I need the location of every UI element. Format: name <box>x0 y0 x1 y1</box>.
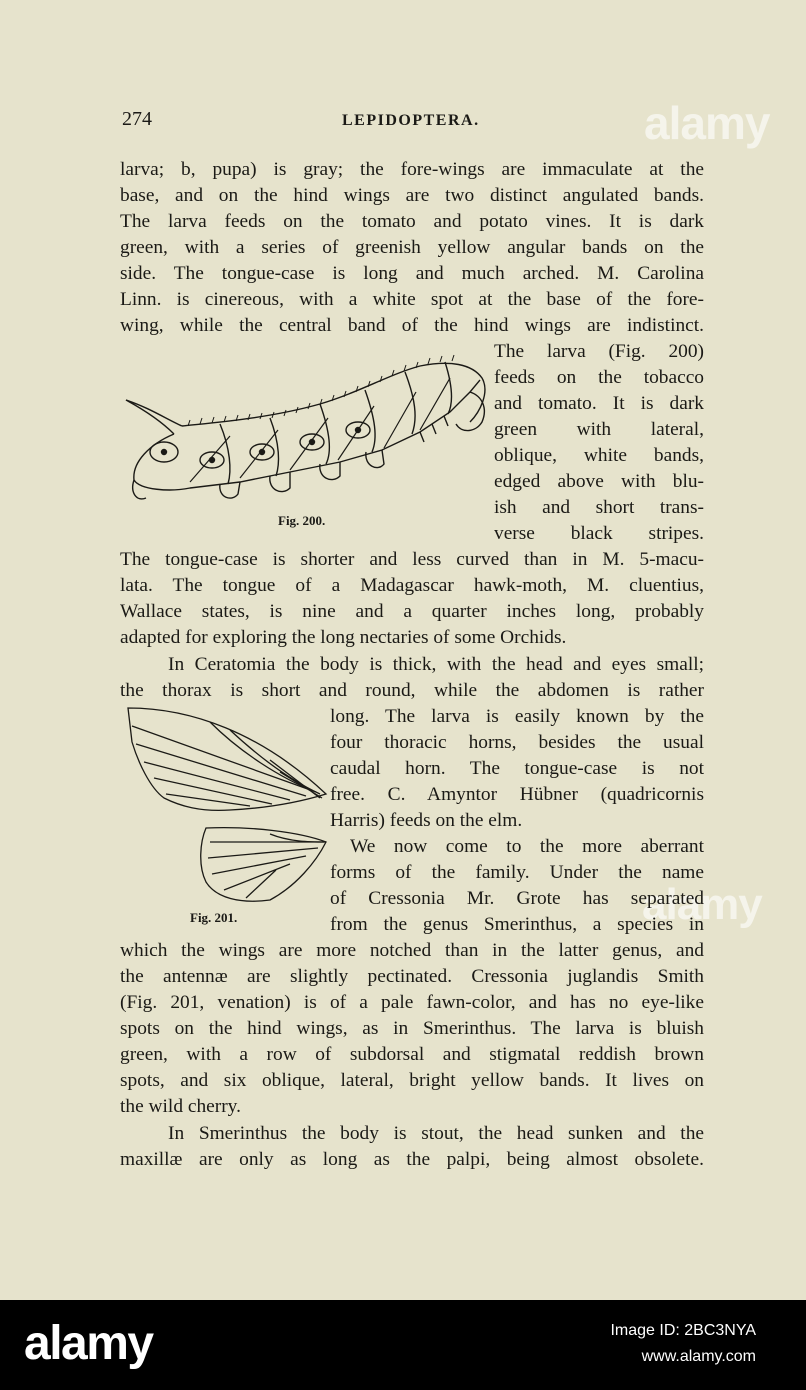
text-line: edged above with blu- <box>494 471 704 492</box>
text-line: (Fig. 201, venation) is of a pale fawn-color, and has no eye-like <box>120 992 704 1013</box>
text-line: Harris) feeds on the elm. <box>330 810 523 831</box>
text-line: spots, and six oblique, lateral, bright yellow bands. It lives on <box>120 1070 704 1091</box>
text-line: of Cressonia Mr. Grote has separated <box>330 888 704 909</box>
text-line: four thoracic horns, besides the usual <box>330 732 704 753</box>
alamy-logo: alamy <box>24 1317 153 1370</box>
text-line: green with lateral, <box>494 419 704 440</box>
watermark-logo: alamy <box>642 880 762 929</box>
text-line: the thorax is short and round, while the abdomen is rather <box>120 680 704 701</box>
text-line: The tongue-case is shorter and less curved than in M. 5-macu- <box>120 549 704 570</box>
text-line: green, with a row of subdorsal and stigmatal reddish brown <box>120 1044 704 1065</box>
running-head: LEPIDOPTERA. <box>342 112 480 129</box>
page-number: 274 <box>122 108 152 130</box>
text-line: We now come to the more aberrant <box>350 836 704 857</box>
text-line: long. The larva is easily known by the <box>330 706 704 727</box>
text-line: The larva feeds on the tomato and potato vines. It is dark <box>120 211 704 232</box>
text-line: In Ceratomia the body is thick, with the head and eyes small; <box>168 654 704 675</box>
site-url-label: www.alamy.com <box>641 1348 756 1365</box>
wing-venation-figure <box>120 702 330 908</box>
text-line: verse black stripes. <box>494 523 704 544</box>
text-line: base, and on the hind wings are two distinct angulated bands. <box>120 185 704 206</box>
text-line: the wild cherry. <box>120 1096 241 1117</box>
text-line: which the wings are more notched than in the latter genus, and <box>120 940 704 961</box>
text-line: Linn. is cinereous, with a white spot at the base of the fore- <box>120 289 704 310</box>
text-line: lata. The tongue of a Madagascar hawk-moth, M. cluentius, <box>120 575 704 596</box>
text-line: feeds on the tobacco <box>494 367 704 388</box>
text-line: and tomato. It is dark <box>494 393 704 414</box>
text-line: larva; b, pupa) is gray; the fore-wings are immaculate at the <box>120 159 704 180</box>
text-line: from the genus Smerinthus, a species in <box>330 914 704 935</box>
text-line: green, with a series of greenish yellow angular bands on the <box>120 237 704 258</box>
text-line: side. The tongue-case is long and much arched. M. Carolina <box>120 263 704 284</box>
text-line: In Smerinthus the body is stout, the head sunken and the <box>168 1123 704 1144</box>
text-line: ish and short trans- <box>494 497 704 518</box>
text-line: The larva (Fig. 200) <box>494 341 704 362</box>
text-line: forms of the family. Under the name <box>330 862 704 883</box>
text-line: wing, while the central band of the hind wings are indistinct. <box>120 315 704 336</box>
watermark-logo: alamy <box>644 97 770 149</box>
text-line: Wallace states, is nine and a quarter inches long, probably <box>120 601 704 622</box>
caterpillar-figure <box>120 352 492 512</box>
text-line: caudal horn. The tongue-case is not <box>330 758 704 779</box>
image-id-label: Image ID: 2BC3NYA <box>610 1322 756 1339</box>
text-line: free. C. Amyntor Hübner (quadricornis <box>330 784 704 805</box>
figure-caption: Fig. 200. <box>278 513 326 528</box>
figure-caption: Fig. 201. <box>190 910 238 925</box>
text-line: oblique, white bands, <box>494 445 704 466</box>
text-line: the antennæ are slightly pectinated. Cressonia juglandis Smith <box>120 966 704 987</box>
text-line: adapted for exploring the long nectaries of some Orchids. <box>120 627 567 648</box>
text-line: maxillæ are only as long as the palpi, being almost obsolete. <box>120 1149 704 1170</box>
text-line: spots on the hind wings, as in Smerinthus. The larva is bluish <box>120 1018 704 1039</box>
